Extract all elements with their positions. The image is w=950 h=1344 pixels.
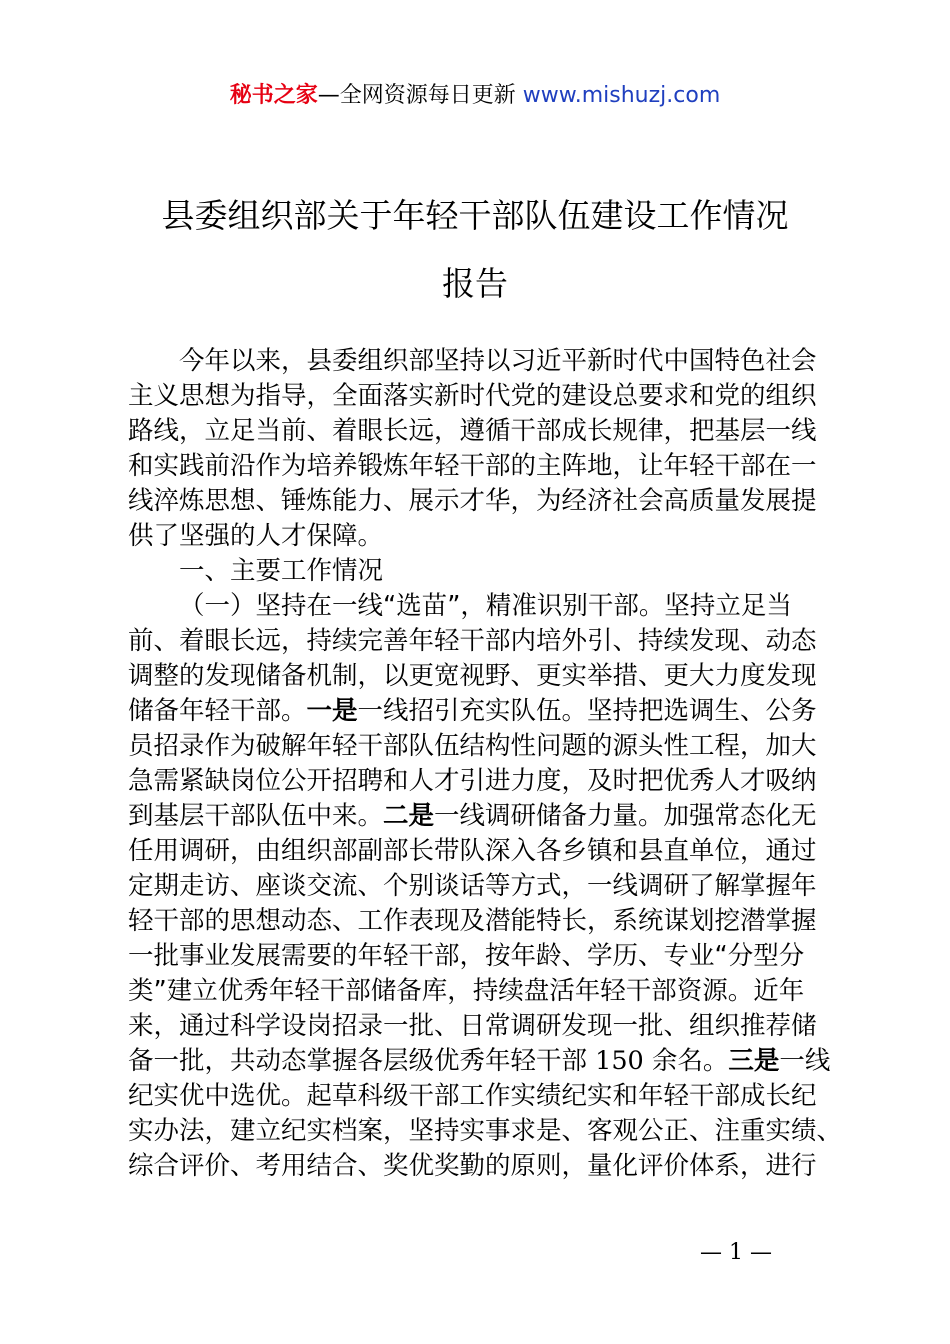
body-text-segment: 一线 — [779, 1046, 831, 1076]
body-line: 路线，立足当前、着眼长远，遵循干部成长规律，把基层一线 — [128, 416, 817, 446]
document-body — [128, 344, 843, 1184]
body-line: 任用调研，由组织部副部长带队深入各乡镇和县直单位，通过 — [128, 836, 817, 866]
body-line: 实办法，建立纪实档案，坚持实事求是、客观公正、注重实绩、 — [128, 1116, 843, 1146]
body-line — [128, 799, 840, 834]
body-line — [128, 694, 840, 729]
emphasis-marker: 一是 — [306, 696, 358, 726]
body-line — [128, 1044, 840, 1079]
body-line: 前、着眼长远，持续完善年轻干部内培外引、持续发现、动态 — [128, 626, 817, 656]
body-line: 和实践前沿作为培养锻炼年轻干部的主阵地，让年轻干部在一 — [128, 451, 817, 481]
body-text-segment: 到基层干部队伍中来。 — [128, 801, 384, 831]
body-text-segment: 一线招引充实队伍。坚持把选调生、公务 — [357, 696, 817, 726]
site-slogan: —全网资源每日更新 — [317, 83, 523, 108]
body-text-segment: 余名。 — [643, 1046, 729, 1076]
title-line-1: 县委组织部关于年轻干部队伍建设工作情况 — [161, 196, 789, 235]
body-line: 类”建立优秀年轻干部储备库，持续盘活年轻干部资源。近年 — [128, 976, 805, 1006]
emphasis-marker: 二是 — [383, 801, 435, 831]
emphasis-marker: 三是 — [728, 1046, 780, 1076]
body-line: （一）坚持在一线“选苗”，精准识别干部。坚持立足当 — [179, 591, 792, 621]
body-line: 主义思想为指导，全面落实新时代党的建设总要求和党的组织 — [128, 381, 817, 411]
site-brand: 秘书之家 — [229, 83, 318, 108]
body-line: 线淬炼思想、锤炼能力、展示才华，为经济社会高质量发展提 — [128, 486, 817, 516]
site-url[interactable]: www.mishuzj.com — [522, 83, 721, 108]
body-line: 轻干部的思想动态、工作表现及潜能特长，系统谋划挖潜掌握 — [128, 906, 817, 936]
body-line: 纪实优中选优。起草科级干部工作实绩纪实和年轻干部成长纪 — [128, 1081, 817, 1111]
body-text-segment: 备一批，共动态掌握各层级优秀年轻干部 — [128, 1046, 596, 1076]
page-number: — 1 — — [700, 1240, 772, 1265]
body-line: 综合评价、考用结合、奖优奖勤的原则，量化评价体系，进行 — [128, 1151, 817, 1181]
body-text-segment: 储备年轻干部。 — [128, 696, 307, 726]
body-line: 一批事业发展需要的年轻干部，按年龄、学历、专业“分型分 — [128, 941, 805, 971]
body-line: 调整的发现储备机制，以更宽视野、更实举措、更大力度发现 — [128, 661, 817, 691]
document-title — [0, 182, 950, 318]
body-text-segment: 一线调研储备力量。加强常态化无 — [434, 801, 817, 831]
body-line: 今年以来，县委组织部坚持以习近平新时代中国特色社会 — [179, 346, 817, 376]
body-line: 员招录作为破解年轻干部队伍结构性问题的源头性工程，加大 — [128, 731, 817, 761]
body-line: 急需紧缺岗位公开招聘和人才引进力度，及时把优秀人才吸纳 — [128, 766, 817, 796]
body-line: 来，通过科学设岗招录一批、日常调研发现一批、组织推荐储 — [128, 1011, 817, 1041]
cadre-count: 150 — [595, 1046, 644, 1076]
body-line: 定期走访、座谈交流、个别谈话等方式，一线调研了解掌握年 — [128, 871, 817, 901]
body-line: 供了坚强的人才保障。 — [128, 521, 384, 551]
title-line-2: 报告 — [442, 264, 508, 303]
section-heading: 一、主要工作情况 — [179, 556, 384, 586]
site-header — [0, 80, 950, 112]
